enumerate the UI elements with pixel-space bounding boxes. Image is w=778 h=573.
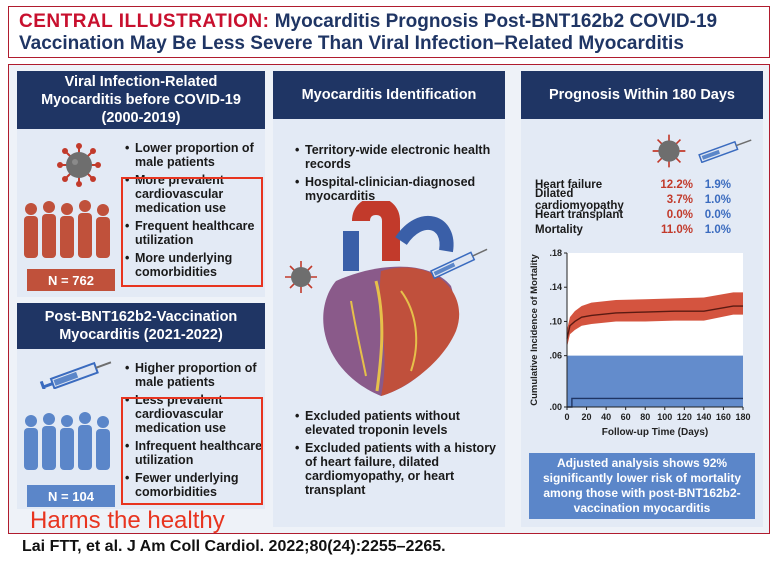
left-column	[17, 71, 265, 527]
viral-heading	[17, 71, 265, 129]
viral-value: 11.0%	[661, 223, 693, 236]
vaccine-highlight-box	[121, 397, 263, 505]
vaccine-value: 0.0%	[704, 208, 731, 221]
heart-illustration	[281, 201, 501, 401]
vaccine-heading	[17, 303, 265, 349]
x-tick-label: 120	[676, 412, 692, 422]
identification-bullets-top	[295, 143, 500, 207]
mortality-chart	[521, 243, 763, 445]
x-tick-label: 20	[581, 412, 592, 422]
x-axis-label: Follow-up Time (Days)	[601, 427, 709, 438]
viral-bullet-3: • Frequent healthcare utilization	[125, 219, 265, 247]
title-line-2: Vaccination May Be Less Severe Than Viral Infection–Related Myocarditis	[19, 33, 684, 54]
identification-heading: Myocarditis Identification	[273, 71, 505, 119]
table-row	[535, 207, 731, 222]
right-column	[521, 71, 763, 527]
row-label: Mortality	[535, 223, 583, 236]
y-tick-label: .18	[549, 248, 562, 258]
people-group-icon	[21, 199, 117, 259]
adjusted-analysis-box: Adjusted analysis shows 92% significantly lower risk of mortality among those with post-BNT162b2-vaccination myocarditis	[529, 453, 755, 519]
virus-icon	[57, 143, 101, 187]
x-tick-label: 180	[735, 412, 751, 422]
vaccine-bullet-4: • Fewer underlying comorbidities	[125, 471, 265, 499]
virus-icon-small	[651, 133, 687, 169]
viral-body	[17, 129, 265, 297]
vaccine-n-badge: N = 104	[27, 485, 115, 507]
identification-bullet-1: • Territory-wide electronic health records	[295, 143, 500, 171]
vaccine-value: 1.0%	[704, 193, 731, 206]
identification-bullets-bottom	[295, 409, 500, 501]
x-tick-label: 160	[715, 412, 731, 422]
x-tick-label: 140	[696, 412, 712, 422]
syringe-icon	[39, 359, 119, 389]
vaccine-bullet-3: • Infrequent healthcare utilization	[125, 439, 265, 467]
table-row	[535, 187, 731, 212]
row-label: Dilated cardiomyopathy	[535, 187, 624, 212]
syringe-icon-small	[691, 137, 757, 163]
title-label: CENTRAL ILLUSTRATION:	[19, 11, 270, 32]
watermark-text: Harms the healthy	[30, 507, 225, 534]
y-axis-label: Cumulative Incidence of Mortality	[529, 254, 540, 406]
table-row	[535, 222, 731, 237]
vaccine-value: 1.0%	[704, 223, 731, 236]
viral-n-badge: N = 762	[27, 269, 115, 291]
middle-column	[273, 71, 505, 527]
identification-bullet-4: • Excluded patients with a history of heart failure, dilated cardiomyopathy, or heart transplant	[295, 441, 500, 497]
viral-heading-line-2: Myocarditis before COVID-19	[41, 92, 241, 108]
viral-heading-line-1: Viral Infection-Related	[64, 74, 218, 90]
series-band-1	[567, 356, 743, 407]
y-tick-label: .06	[549, 350, 562, 361]
panel-area	[8, 64, 770, 534]
x-tick-label: 60	[620, 412, 631, 422]
vaccine-heading-line-2: Myocarditis (2021-2022)	[59, 327, 223, 343]
viral-bullet-2: • More prevalent cardiovascular medication use	[125, 173, 265, 215]
row-label: Heart transplant	[535, 208, 624, 221]
viral-value: 12.2%	[660, 178, 693, 191]
viral-heading-line-3: (2000-2019)	[101, 110, 181, 126]
identification-bullet-3: • Excluded patients without elevated troponin levels	[295, 409, 500, 437]
vaccine-bullet-2: • Less prevalent cardiovascular medication use	[125, 393, 265, 435]
title-line-1	[19, 11, 759, 33]
citation: Lai FTT, et al. J Am Coll Cardiol. 2022;80(24):2255–2265.	[22, 538, 446, 555]
x-tick-label: 0	[564, 412, 570, 422]
viral-value: 0.0%	[666, 208, 693, 221]
vaccine-body	[17, 349, 265, 509]
x-tick-label: 40	[601, 412, 612, 422]
viral-highlight-box	[121, 177, 263, 287]
prognosis-table	[535, 177, 731, 237]
x-tick-label: 100	[657, 412, 673, 422]
x-tick-label: 80	[640, 412, 651, 422]
identification-bullet-2: • Hospital-clinician-diagnosed myocarditis	[295, 175, 500, 203]
viral-bullet-1: • Lower proportion of male patients	[125, 141, 265, 169]
title-text-1: Myocarditis Prognosis Post-BNT162b2 COVID-19	[274, 11, 718, 32]
title-bar	[8, 6, 770, 58]
people-group-icon-blue	[21, 411, 117, 471]
viral-value: 3.7%	[666, 193, 693, 206]
vaccine-heading-line-1: Post-BNT162b2-Vaccination	[44, 309, 238, 325]
vaccine-value: 1.9%	[704, 178, 731, 191]
y-tick-label: .00	[549, 402, 562, 412]
y-tick-label: .10	[549, 316, 562, 327]
vaccine-bullet-1: • Higher proportion of male patients	[125, 361, 265, 389]
viral-bullet-4: • More underlying comorbidities	[125, 251, 265, 279]
prognosis-heading: Prognosis Within 180 Days	[521, 71, 763, 119]
row-label: Heart failure	[535, 178, 603, 191]
y-tick-label: .14	[549, 282, 562, 293]
